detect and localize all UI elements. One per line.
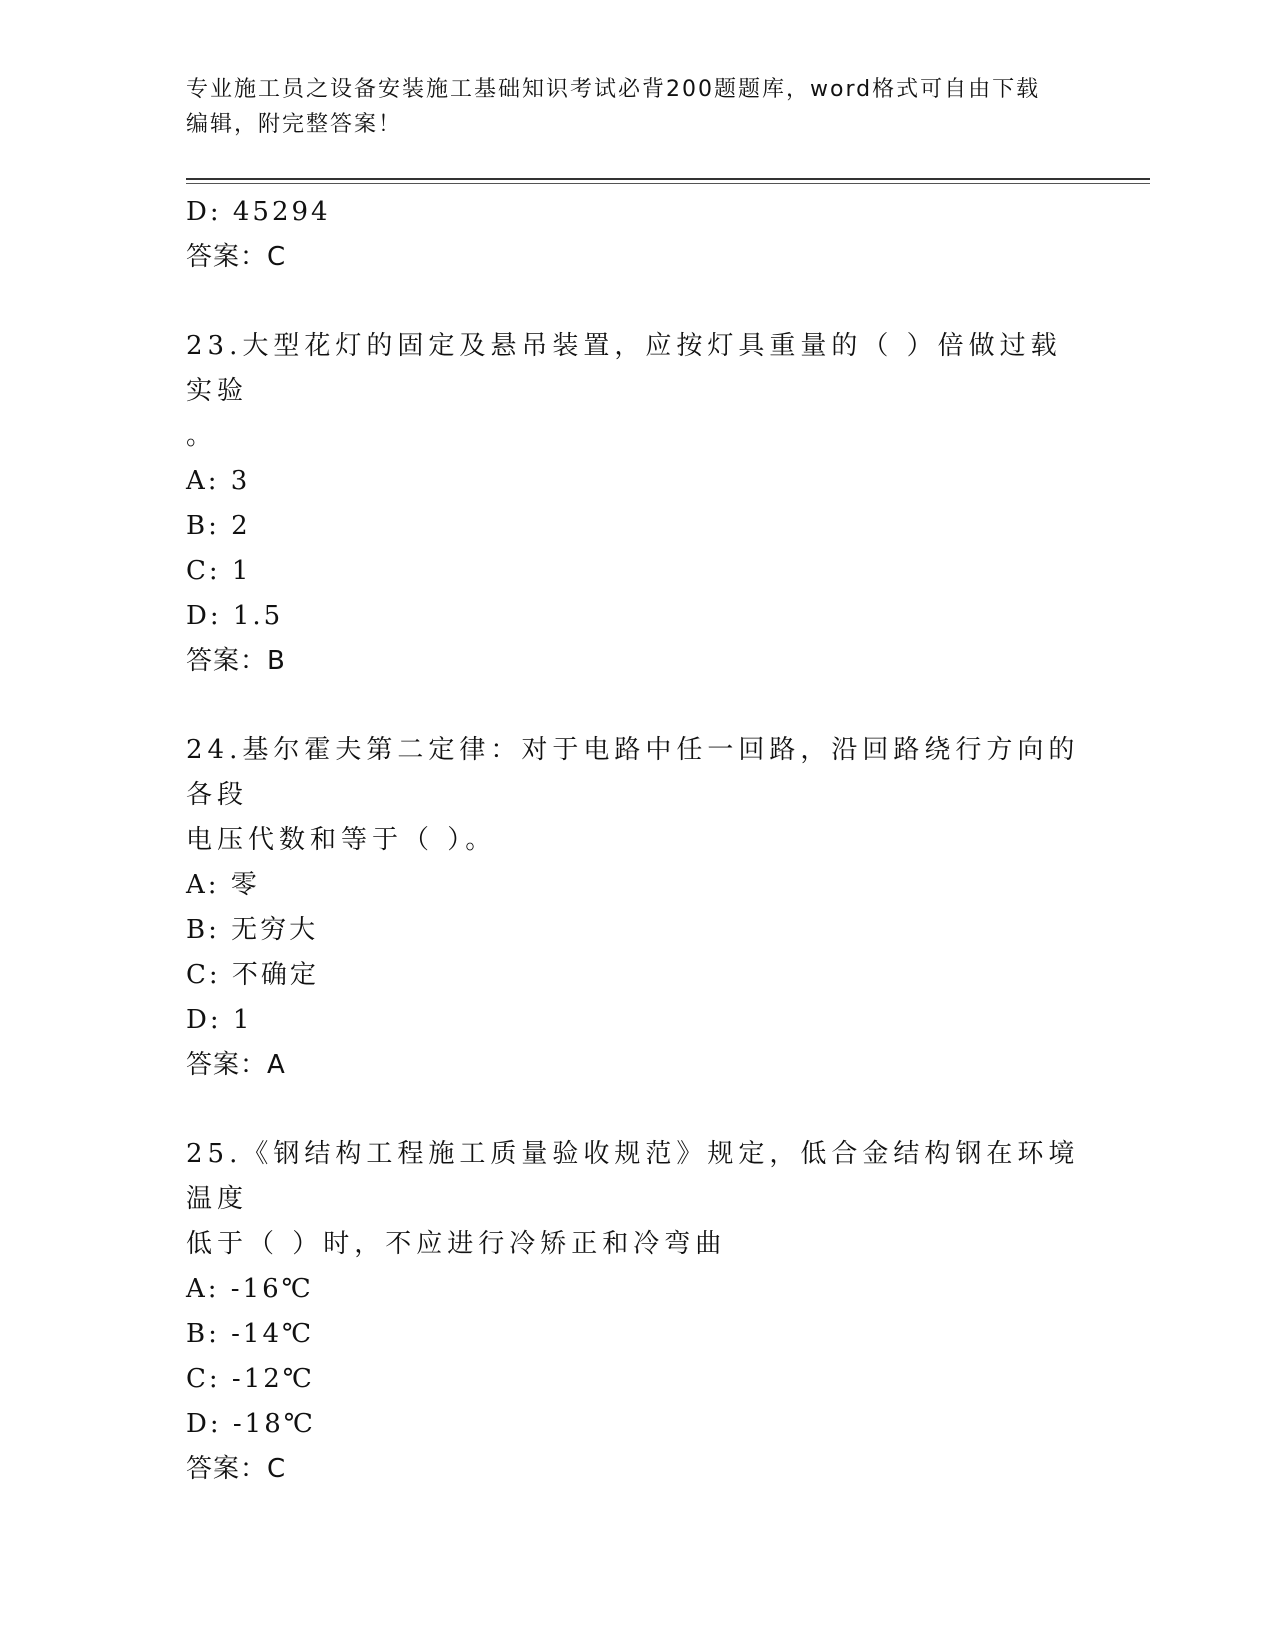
- option-d: D: 1: [186, 1005, 253, 1035]
- answer-line: 答案：B: [186, 646, 286, 676]
- option-a: A: 3: [186, 466, 251, 496]
- answer-line: 答案：C: [186, 1454, 287, 1484]
- question-23: [186, 324, 1086, 684]
- option-b: B: 2: [186, 511, 251, 541]
- question-stem-line-2: 。: [186, 421, 216, 451]
- question-stem-line-1: 24.基尔霍夫第二定律：对于电路中任一回路，沿回路绕行方向的各段: [186, 735, 1080, 810]
- header-line-1: 专业施工员之设备安装施工基础知识考试必背200题题库，word格式可自由下载: [186, 77, 1041, 102]
- question-stem-line-1: 25.《钢结构工程施工质量验收规范》规定，低合金结构钢在环境温度: [186, 1139, 1080, 1214]
- option-d: D: -18℃: [186, 1409, 316, 1439]
- question-stem-line-2: 电压代数和等于（ ）。: [186, 825, 497, 855]
- option-b: B: -14℃: [186, 1319, 315, 1349]
- option-c: C: 不确定: [186, 960, 319, 990]
- answer-line: 答案：A: [186, 1050, 286, 1080]
- header-line-2: 编辑，附完整答案！: [186, 112, 403, 137]
- option-a: A: 零: [186, 870, 260, 900]
- answer-line: 答案：C: [186, 242, 287, 272]
- header-divider-thin: [186, 183, 1150, 184]
- header-divider-thick: [186, 178, 1150, 180]
- question-25: [186, 1132, 1086, 1492]
- question-24: [186, 728, 1086, 1088]
- option-d: D: 45294: [186, 197, 331, 227]
- document-header: [186, 72, 1066, 142]
- option-c: C: 1: [186, 556, 252, 586]
- option-c: C: -12℃: [186, 1364, 315, 1394]
- previous-question-tail: [186, 190, 1086, 280]
- option-d: D: 1.5: [186, 601, 284, 631]
- option-b: B: 无穷大: [186, 915, 319, 945]
- question-list: [186, 190, 1086, 1492]
- option-a: A: -16℃: [186, 1274, 314, 1304]
- question-stem-line-2: 低于（ ）时，不应进行冷矫正和冷弯曲: [186, 1229, 727, 1259]
- question-stem-line-1: 23.大型花灯的固定及悬吊装置，应按灯具重量的（ ）倍做过载实验: [186, 331, 1062, 406]
